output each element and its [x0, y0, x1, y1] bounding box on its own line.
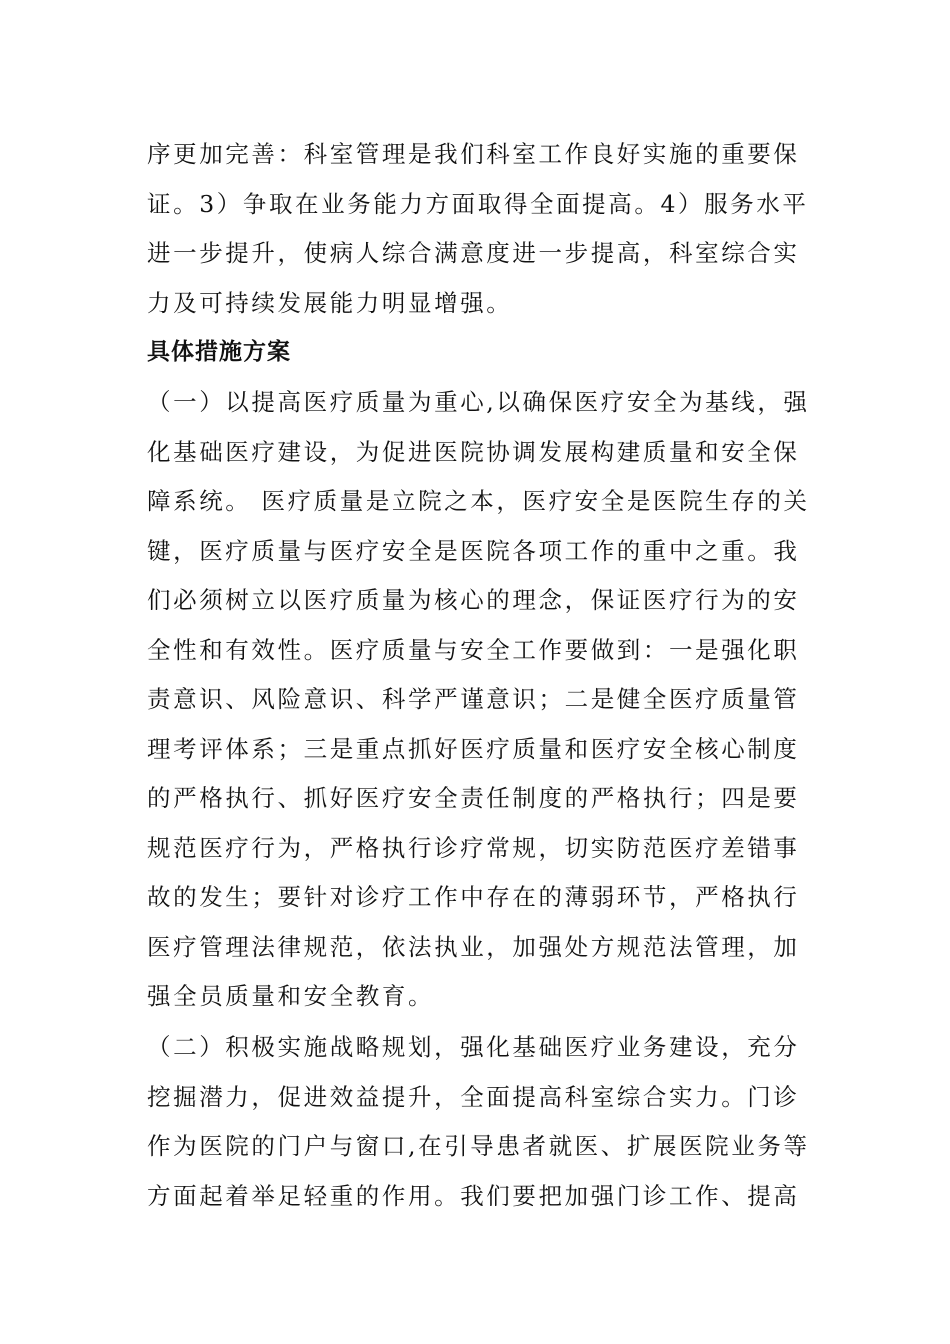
- measure-two-paragraph: [147, 1023, 810, 1221]
- text-line: 责意识、风险意识、科学严谨意识；二是健全医疗质量管: [147, 685, 800, 713]
- text-line: 们必须树立以医疗质量为核心的理念，保证医疗行为的安: [147, 586, 800, 614]
- text-line: 作为医院的门户与窗口,在引导患者就医、扩展医院业务等: [147, 1132, 810, 1160]
- text-line: 理考评体系；三是重点抓好医疗质量和医疗安全核心制度: [147, 734, 800, 763]
- text-line: 障系统。 医疗质量是立院之本，医疗安全是医院生存的关: [147, 487, 810, 515]
- intro-paragraph: [147, 130, 807, 328]
- text-line: （二）积极实施战略规划，强化基础医疗业务建设，充分: [147, 1033, 800, 1061]
- measure-one-paragraph: [147, 378, 810, 1022]
- text-line: 挖掘潜力，促进效益提升，全面提高科室综合实力。门诊: [147, 1082, 800, 1111]
- text-line: 化基础医疗建设，为促进医院协调发展构建质量和安全保: [147, 437, 800, 466]
- text-line: 证。3）争取在业务能力方面取得全面提高。4）服务水平: [147, 189, 809, 218]
- text-line: 键，医疗质量与医疗安全是医院各项工作的重中之重。我: [147, 536, 800, 565]
- text-line: 医疗管理法律规范，依法执业，加强处方规范法管理，加: [147, 932, 800, 961]
- text-line: 序更加完善：科室管理是我们科室工作良好实施的重要保: [147, 140, 800, 168]
- text-line: 进一步提升，使病人综合满意度进一步提高，科室综合实: [147, 239, 800, 267]
- text-line: 强全员质量和安全教育。: [147, 982, 435, 1010]
- text-line: 的严格执行、抓好医疗安全责任制度的严格执行；四是要: [147, 784, 800, 812]
- text-line: 故的发生；要针对诊疗工作中存在的薄弱环节，严格执行: [147, 883, 800, 911]
- text-line: 方面起着举足轻重的作用。我们要把加强门诊工作、提高: [147, 1181, 800, 1210]
- text-line: 全性和有效性。医疗质量与安全工作要做到：一是强化职: [147, 635, 800, 664]
- text-line: （一）以提高医疗质量为重心,以确保医疗安全为基线，强: [147, 388, 810, 416]
- text-line: 规范医疗行为，严格执行诊疗常规，切实防范医疗差错事: [147, 833, 800, 862]
- text-line: 力及可持续发展能力明显增强。: [147, 288, 513, 317]
- section-heading: 具体措施方案: [147, 339, 291, 365]
